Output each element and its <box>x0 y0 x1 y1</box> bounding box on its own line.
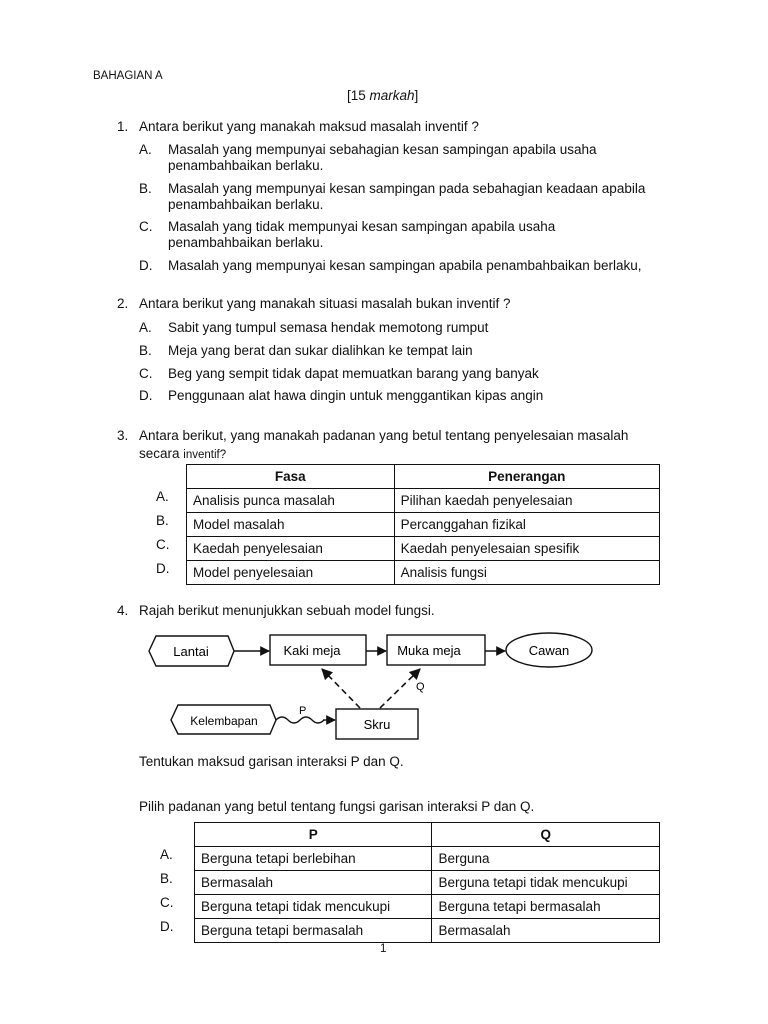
table-cell: Berguna tetapi bermasalah <box>195 919 432 943</box>
table-cell: Kaedah penyelesaian spesifik <box>394 537 659 561</box>
option-text <box>168 181 645 213</box>
skru-label: Skru <box>363 717 391 732</box>
table-cell: Analisis punca masalah <box>187 489 395 513</box>
option-letter: D. <box>139 388 153 403</box>
marks-word: markah <box>369 88 415 103</box>
table-header-row <box>187 465 660 489</box>
table-cell: Percanggahan fizikal <box>394 513 659 537</box>
marks-open: [15 <box>347 88 370 103</box>
table-row <box>187 561 660 585</box>
option-text <box>168 142 597 174</box>
table-row <box>195 919 660 943</box>
option-letter: D. <box>139 258 153 273</box>
table-row <box>187 489 660 513</box>
instruction-text: Pilih padanan yang betul tentang fungsi garisan interaksi P dan Q. <box>139 799 535 814</box>
kaki-meja-label: Kaki meja <box>283 643 341 658</box>
option-letter: A. <box>139 320 152 335</box>
cawan-label: Cawan <box>528 643 570 658</box>
p-label: P <box>299 705 307 717</box>
muka-meja-label: Muka meja <box>397 643 461 658</box>
option-text <box>168 258 642 274</box>
table-row <box>187 513 660 537</box>
question-text: Rajah berikut menunjukkan sebuah model fungsi. <box>139 603 435 618</box>
table-cell: Berguna tetapi tidak mencukupi <box>432 871 660 895</box>
page-number: 1 <box>380 943 387 955</box>
q-label: Q <box>416 681 425 693</box>
row-letter: C. <box>160 895 174 910</box>
option-line: Masalah yang mempunyai kesan sampingan apabila penambahbaikan berlaku, <box>168 258 642 273</box>
column-header: Fasa <box>187 465 395 489</box>
table-cell: Pilihan kaedah penyelesaian <box>394 489 659 513</box>
table-cell: Kaedah penyelesaian <box>187 537 395 561</box>
dashed-arrow-skru-kaki <box>322 669 360 708</box>
table-row <box>195 895 660 919</box>
row-letter: B. <box>160 871 173 886</box>
question-text-line2 <box>139 446 226 461</box>
row-letter: D. <box>160 919 174 934</box>
lantai-label: Lantai <box>173 644 209 659</box>
column-header: Penerangan <box>394 465 659 489</box>
question-number: 2. <box>117 296 129 311</box>
question-number: 1. <box>117 119 129 134</box>
kelembapan-label: Kelembapan <box>190 714 258 728</box>
table-cell: Model masalah <box>187 513 395 537</box>
question-text: Antara berikut yang manakah situasi masalah bukan inventif ? <box>139 296 511 311</box>
function-model-diagram <box>140 626 610 746</box>
option-line: Masalah yang mempunyai sebahagian kesan sampingan apabila usaha <box>168 142 597 157</box>
table-cell: Berguna <box>432 847 660 871</box>
option-line: penambahbaikan berlaku. <box>168 197 324 212</box>
table-cell: Model penyelesaian <box>187 561 395 585</box>
row-letter: B. <box>156 513 169 528</box>
table-cell: Analisis fungsi <box>394 561 659 585</box>
option-text <box>168 219 555 251</box>
answer-table <box>186 464 660 585</box>
table-row <box>195 871 660 895</box>
option-letter: A. <box>139 142 152 157</box>
table-cell: Bermasalah <box>432 919 660 943</box>
option-letter: C. <box>139 219 153 234</box>
question-number: 3. <box>117 428 129 443</box>
option-line: Masalah yang tidak mempunyai kesan sampingan apabila usaha <box>168 219 556 234</box>
question-text-main: secara <box>139 446 184 461</box>
option-letter: B. <box>139 343 152 358</box>
table-header-row <box>195 823 660 847</box>
table-cell: Berguna tetapi tidak mencukupi <box>195 895 432 919</box>
table-cell: Berguna tetapi bermasalah <box>432 895 660 919</box>
option-letter: B. <box>139 181 152 196</box>
row-letter: C. <box>156 537 170 552</box>
wavy-line-p <box>276 717 324 723</box>
question-text-small: inventif? <box>183 449 227 461</box>
instruction-text: Tentukan maksud garisan interaksi P dan Q. <box>139 754 404 769</box>
table-row <box>195 847 660 871</box>
option-text: Penggunaan alat hawa dingin untuk menggantikan kipas angin <box>168 388 544 403</box>
column-header: P <box>195 823 432 847</box>
answer-table <box>194 822 660 943</box>
question-text: Antara berikut yang manakah maksud masalah inventif ? <box>139 119 479 134</box>
option-line: penambahbaikan berlaku. <box>168 235 324 250</box>
table-cell: Bermasalah <box>195 871 432 895</box>
option-text: Meja yang berat dan sukar dialihkan ke tempat lain <box>168 343 473 358</box>
table-row <box>187 537 660 561</box>
table-cell: Berguna tetapi berlebihan <box>195 847 432 871</box>
question-text: Antara berikut, yang manakah padanan yang betul tentang penyelesaian masalah <box>139 428 629 443</box>
row-letter: D. <box>156 561 170 576</box>
option-letter: C. <box>139 366 153 381</box>
option-text: Sabit yang tumpul semasa hendak memotong rumput <box>168 320 489 335</box>
dashed-arrow-q <box>380 669 420 708</box>
marks-close: ] <box>414 88 419 103</box>
row-letter: A. <box>156 489 169 504</box>
row-letter: A. <box>160 847 173 862</box>
column-header: Q <box>432 823 660 847</box>
option-line: Masalah yang mempunyai kesan sampingan pada sebahagian keadaan apabila <box>168 181 646 196</box>
section-title: BAHAGIAN A <box>93 70 163 82</box>
option-text: Beg yang sempit tidak dapat memuatkan barang yang banyak <box>168 366 539 381</box>
question-number: 4. <box>117 603 129 618</box>
total-marks <box>347 88 418 103</box>
option-line: penambahbaikan berlaku. <box>168 158 324 173</box>
